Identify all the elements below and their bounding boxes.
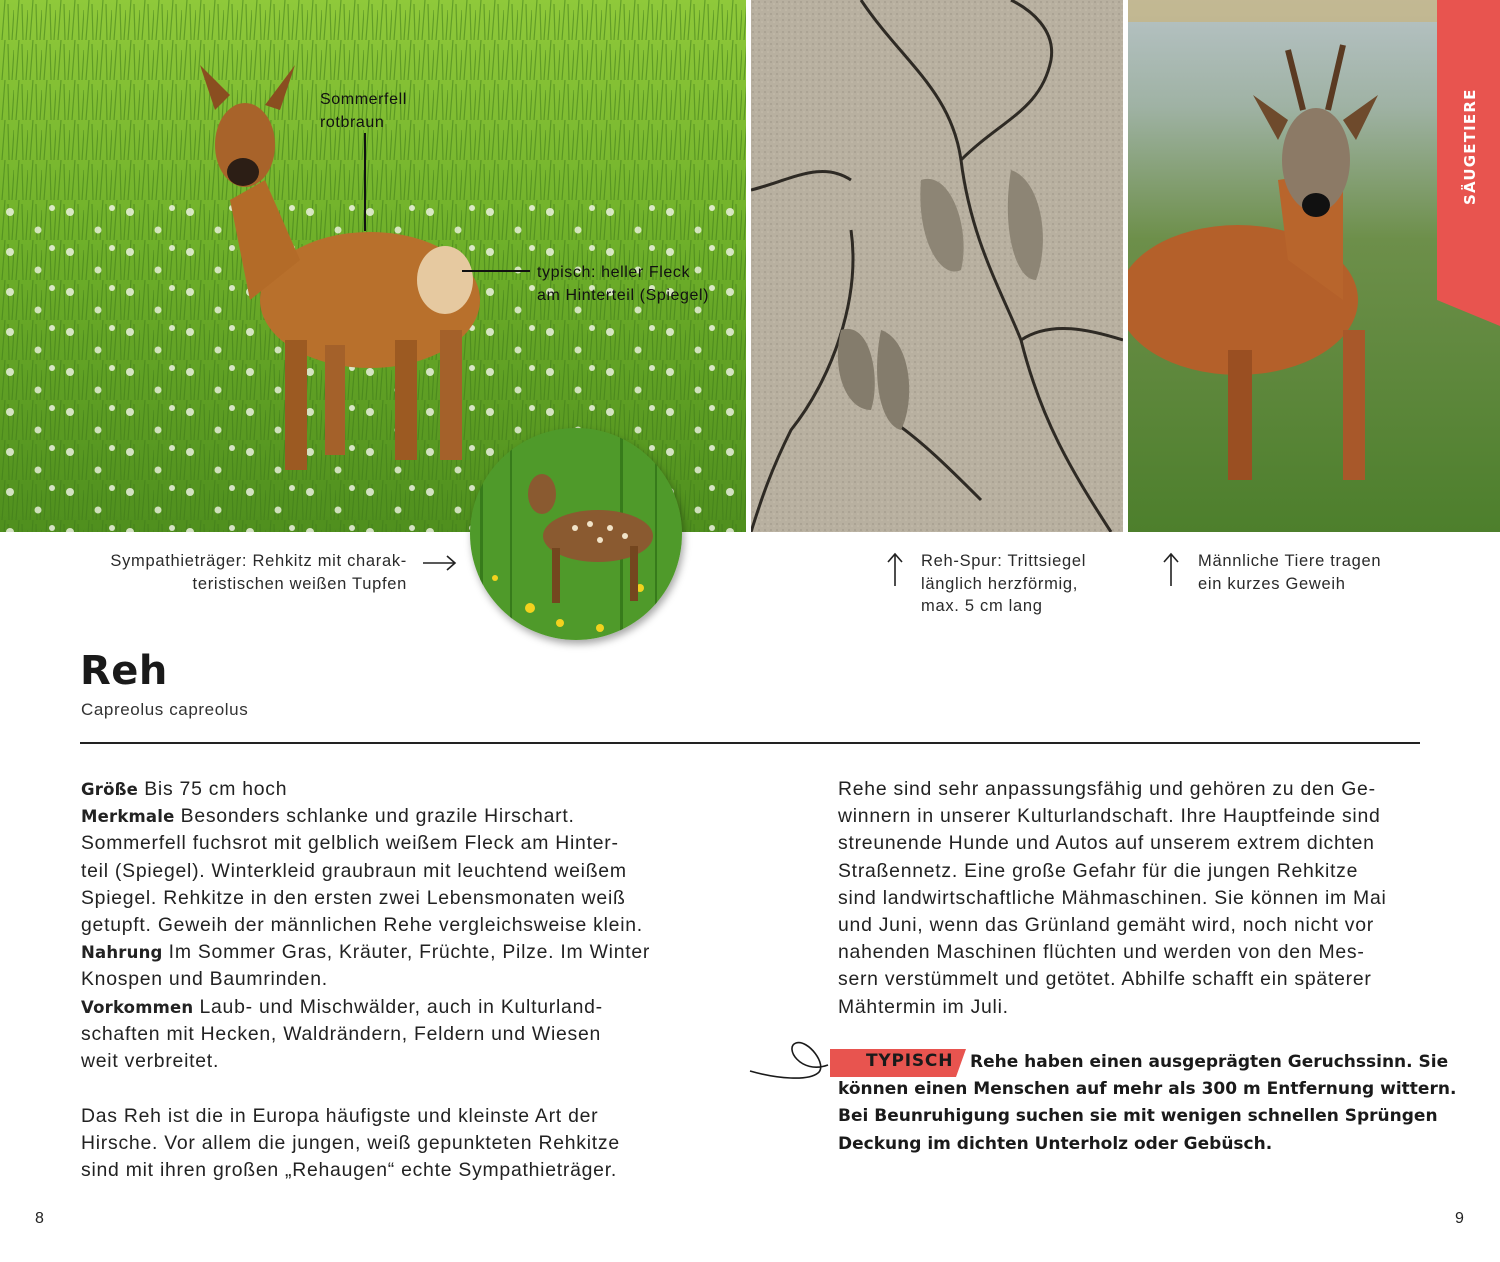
caption-line: Sympathieträger: Rehkitz mit charak- — [110, 552, 407, 570]
page-number-left: 8 — [35, 1210, 44, 1227]
annotation-summer-coat — [320, 88, 407, 134]
caption-line: länglich herzförmig, — [921, 574, 1079, 593]
text-span: Rehe haben einen ausgeprägten Geruchssinn. Sie — [970, 1052, 1449, 1072]
fact-label: Nahrung — [81, 943, 163, 963]
text-line: schaften mit Hecken, Waldrändern, Feldern und Wiesen — [81, 1022, 602, 1045]
fact-label: Merkmale — [81, 807, 175, 827]
caption-line: ein kurzes Geweih — [1198, 574, 1346, 593]
section-tab-label: SÄUGETIERE — [1461, 88, 1479, 205]
text-line: winnern in unserer Kulturlandschaft. Ihre Hauptfeinde sind — [838, 805, 1381, 828]
caption-track — [921, 550, 1086, 618]
text-line: Mähtermin im Juli. — [838, 995, 1009, 1018]
text-line: Sommerfell fuchsrot mit gelblich weißem Fleck am Hinter- — [81, 832, 619, 855]
caption-line: max. 5 cm lang — [921, 597, 1043, 615]
text-line: sind landwirtschaftliche Mähmaschinen. Sie können im Mai — [838, 886, 1387, 909]
title-rule — [80, 742, 1420, 744]
text-line: Spiegel. Rehkitze in den ersten zwei Lebensmonaten weiß — [81, 886, 626, 909]
text-line: können einen Menschen auf mehr als 300 m Entfernung wittern. — [838, 1079, 1457, 1100]
text-line: sern verstümmelt und getötet. Abhilfe schafft ein späterer — [838, 968, 1372, 991]
fact-text: Laub- und Mischwälder, auch in Kulturland- — [193, 995, 603, 1018]
annotation-line: rotbraun — [320, 114, 385, 131]
arrow-up-icon — [1162, 551, 1180, 587]
photo-fawn-inset — [470, 428, 682, 640]
fact-text: Im Sommer Gras, Kräuter, Früchte, Pilze. Im Winter — [162, 941, 651, 964]
text-line: Rehe sind sehr anpassungsfähig und gehören zu den Ge- — [838, 778, 1376, 800]
text-line: und Juni, wenn das Grünland gemäht wird, noch nicht vor — [838, 914, 1374, 937]
fact-food — [81, 939, 650, 966]
text-line: Straßennetz. Eine große Gefahr für die jungen Rehkitze — [838, 859, 1359, 882]
text-line: Deckung im dichten Unterholz oder Gebüsch. — [838, 1133, 1273, 1154]
fact-features — [81, 803, 650, 830]
text-line: getupft. Geweih der männlichen Rehe vergleichsweise klein. — [81, 914, 643, 937]
annotation-line: typisch: heller Fleck — [537, 264, 691, 281]
annotation-mirror — [537, 261, 709, 307]
intro-paragraph — [81, 1103, 620, 1185]
text-line: sind mit ihren großen „Rehaugen“ echte Sympathieträger. — [81, 1159, 617, 1182]
text-line — [838, 1049, 1456, 1076]
fact-range — [81, 994, 650, 1021]
text-line: weit verbreitet. — [81, 1050, 220, 1073]
caption-antler — [1198, 550, 1381, 595]
text-line: nahenden Maschinen flüchten und werden von den Mes- — [838, 941, 1365, 964]
fact-label: Vorkommen — [81, 997, 194, 1017]
page-number-right: 9 — [1455, 1210, 1464, 1227]
annotation-leader-mirror — [462, 270, 530, 272]
annotation-line: Sommerfell — [320, 91, 407, 108]
fact-text: Bis 75 cm hoch — [138, 778, 288, 800]
fact-text: Besonders schlanke und grazile Hirschart. — [174, 805, 575, 828]
typisch-text — [838, 1049, 1456, 1158]
caption-line: Reh-Spur: Trittsiegel — [921, 552, 1087, 570]
text-line: streunende Hunde und Autos auf unserem extrem dichten — [838, 832, 1375, 855]
fact-size — [81, 776, 650, 803]
text-line: Knospen und Baumrinden. — [81, 968, 328, 991]
text-line: Das Reh ist die in Europa häufigste und kleinste Art der — [81, 1105, 599, 1127]
annotation-line: am Hinterteil (Spiegel) — [537, 287, 710, 304]
fact-label: Größe — [81, 780, 139, 799]
photo-deer-track — [751, 0, 1123, 532]
body-paragraph — [838, 776, 1387, 1021]
text-line: teil (Spiegel). Winterkleid graubraun mit leuchtend weißem — [81, 859, 627, 882]
annotation-leader-summer-coat — [364, 133, 366, 231]
arrow-right-icon — [422, 554, 458, 572]
caption-fawn — [96, 550, 407, 595]
text-line: Hirsche. Vor allem die jungen, weiß gepunkteten Rehkitze — [81, 1132, 620, 1155]
arrow-up-icon — [886, 551, 904, 587]
typisch-label: TYPISCH — [866, 1051, 954, 1071]
species-latin-name: Capreolus capreolus — [81, 700, 249, 719]
text-line: Bei Beunruhigung suchen sie mit wenigen schnellen Sprüngen — [838, 1106, 1438, 1127]
caption-line: Männliche Tiere tragen — [1198, 552, 1382, 570]
facts-column — [81, 776, 650, 1075]
caption-line: teristischen weißen Tupfen — [192, 574, 407, 593]
species-title: Reh — [80, 648, 168, 694]
